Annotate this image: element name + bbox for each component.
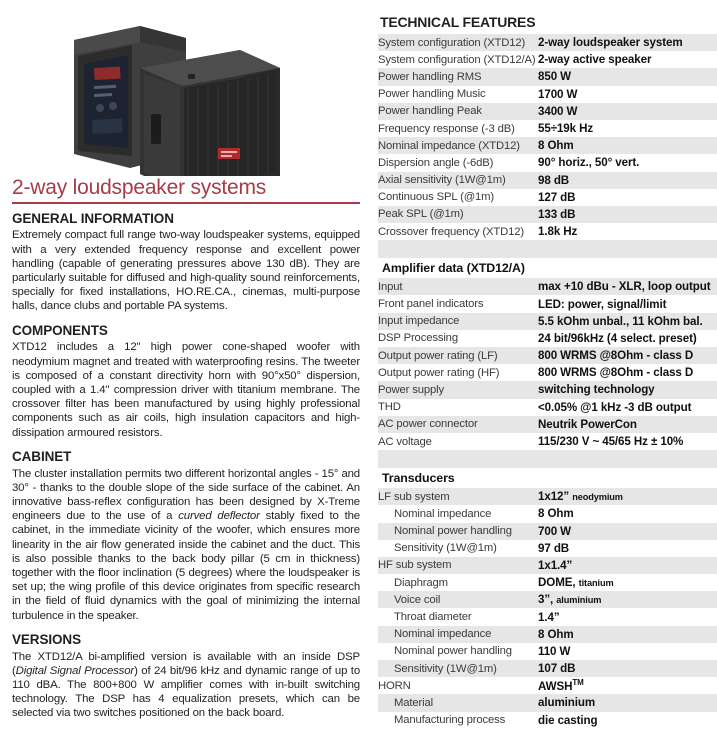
spec-row	[378, 660, 717, 677]
spec-value: 110 W	[538, 644, 571, 658]
spec-key: Crossover frequency (XTD12)	[378, 225, 524, 238]
spacer-row	[378, 450, 717, 468]
spec-row	[378, 330, 717, 347]
product-photo	[12, 8, 360, 176]
spec-row	[378, 189, 717, 206]
spec-key: Power handling RMS	[378, 70, 482, 83]
spec-value: 127 dB	[538, 190, 576, 204]
spec-value: 1700 W	[538, 87, 578, 101]
spec-row	[378, 347, 717, 364]
spec-value: aluminium	[538, 696, 596, 710]
section-heading: COMPONENTS	[12, 322, 108, 338]
spec-key: Output power rating (LF)	[378, 349, 498, 362]
spec-key: Nominal impedance (XTD12)	[378, 139, 520, 152]
spec-value: 700 W	[538, 524, 572, 538]
section-heading: GENERAL INFORMATION	[12, 210, 174, 226]
spec-key: Dispersion angle (-6dB)	[378, 156, 494, 169]
spec-value: 8 Ohm	[538, 627, 574, 641]
spec-value: 98 dB	[538, 173, 570, 187]
section-body: XTD12 includes a 12" high power cone-shaped woofer with neodymium magnet and treated with waterproofing resins. The tweeter is composed of a constant directivity horn with 90°x50° dispersion, coupled with a 1.4" compression driver with titanium membrane. The crossover filter has been manufactured by using highly professional components such as air coils, high insulation capacitors and high-dissipation armoured resistors.	[12, 341, 360, 439]
spec-key: System configuration (XTD12)	[378, 36, 526, 49]
spec-value: 2-way active speaker	[538, 53, 652, 67]
spec-key: Nominal power handling	[394, 645, 512, 658]
spec-row	[378, 416, 717, 433]
spec-key: Power supply	[378, 383, 445, 396]
spec-value: switching technology	[538, 383, 655, 397]
spec-row	[378, 68, 717, 85]
spec-row	[378, 223, 717, 240]
spacer-row	[378, 240, 717, 258]
spec-value: 90° horiz., 50° vert.	[538, 156, 640, 170]
spec-row	[378, 120, 717, 137]
spec-row	[378, 591, 717, 608]
spec-row	[378, 399, 717, 416]
spec-row	[378, 34, 717, 51]
spec-value: 2-way loudspeaker system	[538, 36, 683, 50]
spec-key: Input	[378, 280, 403, 293]
spec-row	[378, 540, 717, 557]
section-heading: VERSIONS	[12, 631, 81, 647]
spec-value: die casting	[538, 713, 598, 727]
spec-key: Front panel indicators	[378, 298, 484, 311]
brand-logo-icon	[218, 148, 240, 159]
spec-value: 115/230 V ~ 45/65 Hz ± 10%	[538, 435, 684, 449]
spec-table-title: TECHNICAL FEATURES	[380, 14, 536, 30]
spec-row	[378, 313, 717, 330]
spec-value: 800 WRMS @8Ohm - class D	[538, 366, 694, 380]
spec-row	[378, 364, 717, 381]
spec-value: 107 dB	[538, 662, 576, 676]
spec-key: Output power rating (HF)	[378, 366, 500, 379]
spec-value: max +10 dBu - XLR, loop output	[538, 280, 711, 294]
clipped-footnote	[378, 729, 717, 740]
spec-row	[378, 488, 717, 505]
spec-value: 3”, aluminium	[538, 593, 602, 607]
spec-row	[378, 643, 717, 660]
spec-row	[378, 523, 717, 540]
spec-key: Material	[394, 696, 433, 709]
section-heading: CABINET	[12, 448, 72, 464]
spec-key: System configuration (XTD12/A)	[378, 53, 536, 66]
spec-key: Throat diameter	[394, 611, 472, 624]
spec-value: 1x1.4”	[538, 558, 573, 572]
spec-row	[378, 154, 717, 171]
spec-row	[378, 381, 717, 398]
spec-value: 1.8k Hz	[538, 225, 578, 239]
spec-row	[378, 278, 717, 295]
spec-value: 850 W	[538, 70, 572, 84]
spec-row	[378, 694, 717, 711]
title-rule	[12, 202, 360, 204]
spec-value: 133 dB	[538, 207, 576, 221]
spec-row	[378, 103, 717, 120]
spec-value: 97 dB	[538, 541, 570, 555]
technical-features-table	[378, 34, 717, 729]
spec-row	[378, 677, 717, 694]
section-body: The XTD12/A bi-amplified version is available with an inside DSP (Digital Signal Processor) of 24 bit/96 kHz and dynamic range of up to 110 dBA. The 800+800 W amplifier comes with in-built switching technology. The DSP has 4 equalization presets, which can be selected via two switches positioned on the back board.	[12, 650, 361, 720]
spec-value: 3400 W	[538, 104, 578, 118]
spec-key: Diaphragm	[394, 576, 448, 589]
spec-key: Power handling Peak	[378, 105, 482, 118]
spec-value: 24 bit/96kHz (4 select. preset)	[538, 331, 697, 345]
spec-key: Sensitivity (1W@1m)	[394, 542, 497, 555]
spec-row	[378, 172, 717, 189]
spec-key: Voice coil	[394, 593, 441, 606]
spec-value: 8 Ohm	[538, 507, 574, 521]
spec-row	[378, 51, 717, 68]
spec-key: Nominal impedance	[394, 628, 492, 641]
spec-key: AC power connector	[378, 418, 478, 431]
spec-row	[378, 206, 717, 223]
spec-key: Nominal impedance	[394, 507, 492, 520]
spec-row	[378, 505, 717, 522]
spec-row	[378, 574, 717, 591]
spec-key: Power handling Music	[378, 88, 486, 101]
spec-value: 1.4”	[538, 610, 560, 624]
spec-value: 5.5 kOhm unbal., 11 kOhm bal.	[538, 314, 703, 328]
spec-key: Sensitivity (1W@1m)	[394, 662, 497, 675]
spec-key: Nominal power handling	[394, 525, 512, 538]
spec-key: Continuous SPL (@1m)	[378, 191, 495, 204]
spec-key: DSP Processing	[378, 332, 458, 345]
spec-key: AC voltage	[378, 435, 432, 448]
spec-key: Peak SPL (@1m)	[378, 208, 464, 221]
spec-key: Frequency response (-3 dB)	[378, 122, 515, 135]
spec-row	[378, 295, 717, 312]
spec-row	[378, 712, 717, 729]
spec-value: 1x12” neodymium	[538, 490, 623, 504]
spec-row	[378, 86, 717, 103]
loudspeaker-illustration	[12, 8, 360, 176]
left-sections	[12, 211, 360, 721]
spec-key: Manufacturing process	[394, 714, 506, 727]
spec-value: 55÷19k Hz	[538, 122, 594, 136]
spec-key: HF sub system	[378, 559, 452, 572]
spec-row	[378, 608, 717, 625]
spec-value: DOME, titanium	[538, 576, 614, 590]
spec-value: AWSH™	[538, 678, 584, 694]
spec-value: Neutrik PowerCon	[538, 417, 637, 431]
spec-row	[378, 557, 717, 574]
spec-key: HORN	[378, 679, 411, 692]
spec-value: 8 Ohm	[538, 139, 574, 153]
spec-key: Input impedance	[378, 315, 460, 328]
spec-section-heading: Transducers	[378, 468, 717, 488]
spec-row	[378, 137, 717, 154]
spec-key: THD	[378, 401, 401, 414]
right-column	[372, 0, 717, 727]
page-title: 2-way loudspeaker systems	[12, 176, 267, 199]
spec-key: LF sub system	[378, 490, 450, 503]
spec-value: <0.05% @1 kHz -3 dB output	[538, 400, 692, 414]
spec-value: 800 WRMS @8Ohm - class D	[538, 349, 694, 363]
spec-value: LED: power, signal/limit	[538, 297, 667, 311]
spec-section-heading: Amplifier data (XTD12/A)	[378, 258, 717, 278]
spec-row	[378, 433, 717, 450]
section-body: Extremely compact full range two-way loudspeaker systems, equipped with a very extended frequency response and excellent power handling (capable of generating pressures above 130 dB). They are particularly suitable for diffused and high-quality sound reinforcements, specially for fixed installations, HO.RE.CA., cinemas, multi-purpose halls, dance clubs and portable PA systems.	[12, 229, 360, 313]
section-body: The cluster installation permits two different horizontal angles - 15° and 30° - thanks to the double slope of the side surface of the cabinet. An innovative bass-reflex configuration has been designed by X-Treme engineers due to the use of a curved deflector stably fixed to the cabinet, in the immediate vicinity of the woofer, which ensures more linearity in the air flow generated inside the cabinet and the duct. This is also possible thanks to the back body pillar (5 cm in thickness) together with the floor inclination (5 degrees) where the loudspeaker is set up; the wing profile of this device originates from specific research in the field of fluid dynamics with the goal of minimizing the internal turbulence in the speaker.	[12, 467, 360, 622]
spec-row	[378, 626, 717, 643]
spec-key: Axial sensitivity (1W@1m)	[378, 174, 506, 187]
